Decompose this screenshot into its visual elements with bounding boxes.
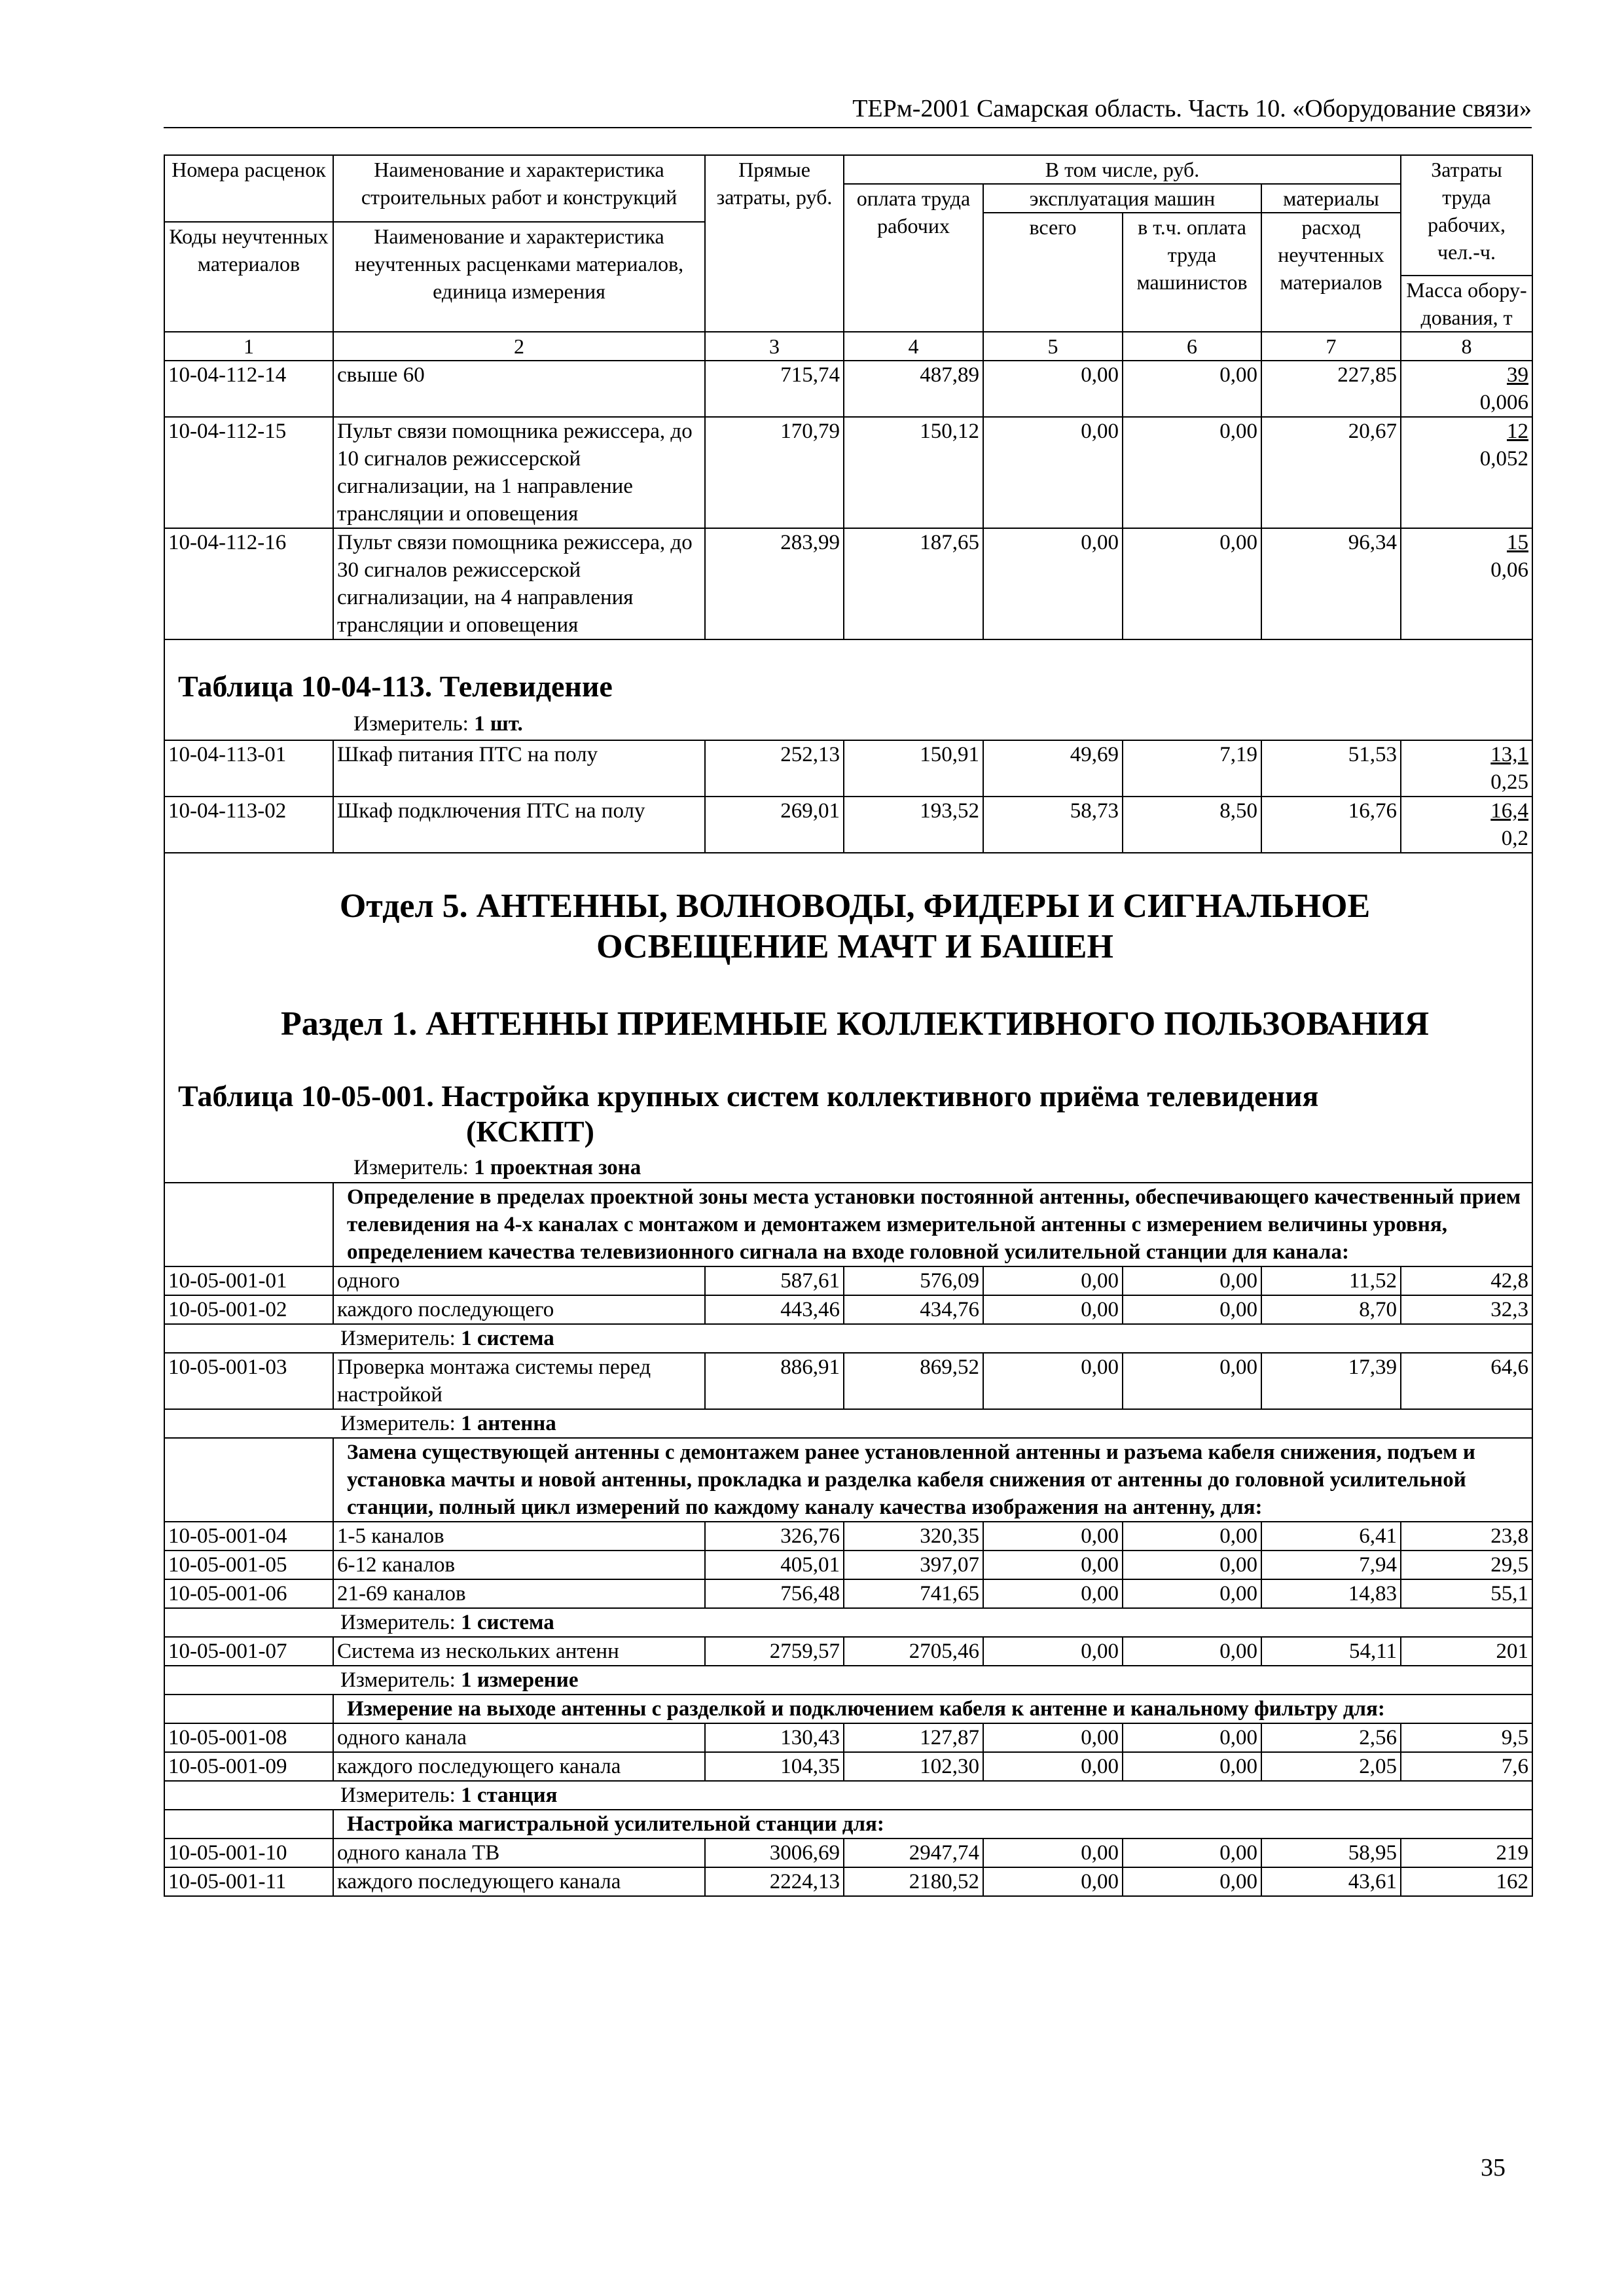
rate-code: 10-04-113-01 (164, 740, 333, 797)
table-row (164, 1522, 1532, 1551)
labor-hours: 7,6 (1401, 1752, 1532, 1781)
measure-line: Измеритель: 1 система (164, 1608, 1532, 1637)
machine-cost: 0,00 (983, 1551, 1123, 1579)
labor-hours: 12 (1507, 420, 1529, 443)
razdel-title: Раздел 1. АНТЕННЫ ПРИЕМНЫЕ КОЛЛЕКТИВНОГО ПОЛЬЗОВАНИЯ (280, 1005, 1430, 1043)
rate-code: 10-05-001-09 (164, 1752, 333, 1781)
materials-header: материалы (1261, 184, 1401, 213)
direct-cost: 326,76 (705, 1522, 844, 1551)
machine-cost: 0,00 (983, 361, 1123, 417)
table-row (164, 417, 1532, 528)
machinist-cost: 0,00 (1123, 1579, 1261, 1608)
rate-name: Система из нескольких антенн (333, 1637, 705, 1666)
col-number: 3 (705, 332, 844, 361)
rate-code: 10-05-001-10 (164, 1839, 333, 1867)
machinist-cost: 0,00 (1123, 1266, 1261, 1295)
equipment-mass: 0,052 (1479, 447, 1529, 471)
direct-cost: 2224,13 (705, 1867, 844, 1896)
labor-hours-mass (1401, 797, 1532, 853)
labor-hours: 23,8 (1401, 1522, 1532, 1551)
col-number: 5 (983, 332, 1123, 361)
rate-code: 10-05-001-11 (164, 1867, 333, 1896)
table-row (164, 1266, 1532, 1295)
empty-cell (164, 1810, 333, 1839)
machine-cost: 0,00 (983, 1522, 1123, 1551)
table-row (164, 1579, 1532, 1608)
labor-hours: 42,8 (1401, 1266, 1532, 1295)
labor-hours: 15 (1507, 531, 1529, 554)
col-number: 1 (164, 332, 333, 361)
table-row (164, 1752, 1532, 1781)
equipment-mass: 0,006 (1479, 391, 1529, 414)
table-row (164, 1353, 1532, 1409)
labor-hours: 13,1 (1490, 743, 1529, 766)
table-row (164, 1839, 1532, 1867)
table-row (164, 1295, 1532, 1324)
rate-name: каждого последующего канала (333, 1752, 705, 1781)
labor-hours: 32,3 (1401, 1295, 1532, 1324)
measure-line (178, 711, 1532, 737)
labor-cost: 320,35 (844, 1522, 983, 1551)
rate-code: 10-05-001-08 (164, 1723, 333, 1752)
machinist-cost: 0,00 (1123, 1637, 1261, 1666)
labor-cost: 487,89 (844, 361, 983, 417)
rate-name: каждого последующего канала (333, 1867, 705, 1896)
machine-cost: 0,00 (983, 1723, 1123, 1752)
machinist-cost: 0,00 (1123, 1551, 1261, 1579)
machine-cost: 0,00 (983, 1752, 1123, 1781)
col8-header-bottom: Масса обору-дования, т (1401, 276, 1532, 332)
otdel-title: Отдел 5. АНТЕННЫ, ВОЛНОВОДЫ, ФИДЕРЫ И СИГНАЛЬНОЕ ОСВЕЩЕНИЕ МАЧТ И БАШЕН (339, 888, 1371, 965)
rate-code: 10-05-001-02 (164, 1295, 333, 1324)
work-description: Замена существующей антенны с демонтажем ранее установленной антенны и разъема кабеля снижения, подъем и установка мачты и новой антенны, прокладка и разделка кабеля снижения от антенны до головной усилительной станции, полный цикл измерений по каждому каналу качества изображения на антенну, для: (333, 1438, 1532, 1522)
materials-cost: 17,39 (1261, 1353, 1401, 1409)
materials-cost: 2,05 (1261, 1752, 1401, 1781)
col4-header: оплата труда рабочих (844, 184, 983, 332)
direct-cost: 283,99 (705, 528, 844, 639)
materials-cost: 2,56 (1261, 1723, 1401, 1752)
materials-cost: 6,41 (1261, 1522, 1401, 1551)
col5-header: всего (983, 213, 1123, 332)
equipment-mass: 0,2 (1501, 827, 1529, 850)
rate-code: 10-04-112-15 (164, 417, 333, 528)
running-header: ТЕРм-2001 Самарская область. Часть 10. «Оборудование связи» (164, 93, 1532, 128)
machine-cost: 0,00 (983, 1353, 1123, 1409)
materials-cost: 20,67 (1261, 417, 1401, 528)
labor-cost: 127,87 (844, 1723, 983, 1752)
labor-cost: 2705,46 (844, 1637, 983, 1666)
materials-cost: 11,52 (1261, 1266, 1401, 1295)
machinist-cost: 0,00 (1123, 528, 1261, 639)
rates-table (164, 154, 1533, 1897)
rate-name: одного (333, 1266, 705, 1295)
work-description: Настройка магистральной усилительной станции для: (333, 1810, 1532, 1839)
rate-name: 1-5 каналов (333, 1522, 705, 1551)
rate-name: Проверка монтажа системы перед настройкой (333, 1353, 705, 1409)
labor-hours: 16,4 (1490, 799, 1529, 823)
machine-cost: 0,00 (983, 1266, 1123, 1295)
direct-cost: 252,13 (705, 740, 844, 797)
rate-name: 21-69 каналов (333, 1579, 705, 1608)
col-number: 6 (1123, 332, 1261, 361)
machine-cost: 58,73 (983, 797, 1123, 853)
labor-hours: 219 (1401, 1839, 1532, 1867)
machinist-cost: 0,00 (1123, 417, 1261, 528)
rate-code: 10-05-001-06 (164, 1579, 333, 1608)
labor-hours: 29,5 (1401, 1551, 1532, 1579)
work-description: Определение в пределах проектной зоны места установки постоянной антенны, обеспечивающего качественный прием телевидения на 4-х каналах с монтажом и демонтажем измерительной антенны с измерением величины уровня, определением качества телевизионного сигнала на входе головной усилительной станции для канала: (333, 1183, 1532, 1266)
col2-header-top: Наименование и характеристика строительных работ и конструкций (333, 155, 705, 222)
machinist-cost: 0,00 (1123, 1752, 1261, 1781)
machine-cost: 49,69 (983, 740, 1123, 797)
labor-hours: 39 (1507, 363, 1529, 387)
labor-cost: 576,09 (844, 1266, 983, 1295)
equipment-mass: 0,06 (1490, 558, 1529, 582)
labor-hours-mass (1401, 361, 1532, 417)
table-row (164, 1723, 1532, 1752)
col7-header: расход неучтенных материалов (1261, 213, 1401, 332)
col-number: 8 (1401, 332, 1532, 361)
table-row (164, 1551, 1532, 1579)
labor-cost: 150,91 (844, 740, 983, 797)
machinist-cost: 0,00 (1123, 361, 1261, 417)
table-row (164, 528, 1532, 639)
labor-cost: 397,07 (844, 1551, 983, 1579)
col1-header-bottom: Коды неучтенных материалов (164, 222, 333, 332)
rate-code: 10-04-112-16 (164, 528, 333, 639)
machine-cost: 0,00 (983, 417, 1123, 528)
page-number: 35 (1481, 2154, 1506, 2181)
col-number: 7 (1261, 332, 1401, 361)
rate-name: Шкаф подключения ПТС на полу (333, 797, 705, 853)
table-title: Таблица 10-04-113. Телевидение (178, 670, 613, 703)
labor-hours: 55,1 (1401, 1579, 1532, 1608)
direct-cost: 587,61 (705, 1266, 844, 1295)
rate-name: каждого последующего (333, 1295, 705, 1324)
col1-header-top: Номера расценок (164, 155, 333, 222)
measure-line: Измеритель: 1 проектная зона (353, 1156, 641, 1179)
rate-code: 10-04-112-14 (164, 361, 333, 417)
labor-hours-mass (1401, 528, 1532, 639)
table-001-title: Таблица 10-05-001. Настройка крупных систем коллективного приёма телевидения (КСКПТ) (178, 1079, 1319, 1148)
labor-hours-mass (1401, 740, 1532, 797)
direct-cost: 104,35 (705, 1752, 844, 1781)
rate-code: 10-05-001-04 (164, 1522, 333, 1551)
col8-header-top: Затраты труда рабочих, чел.-ч. (1401, 155, 1532, 276)
materials-cost: 51,53 (1261, 740, 1401, 797)
empty-cell (164, 1183, 333, 1266)
direct-cost: 170,79 (705, 417, 844, 528)
equipment-mass: 0,25 (1490, 770, 1529, 794)
labor-cost: 869,52 (844, 1353, 983, 1409)
materials-cost: 8,70 (1261, 1295, 1401, 1324)
rate-code: 10-05-001-03 (164, 1353, 333, 1409)
rate-code: 10-05-001-01 (164, 1266, 333, 1295)
machinist-cost: 0,00 (1123, 1353, 1261, 1409)
machinist-cost: 0,00 (1123, 1522, 1261, 1551)
empty-cell (164, 1695, 333, 1723)
col-number: 2 (333, 332, 705, 361)
labor-cost: 102,30 (844, 1752, 983, 1781)
direct-cost: 715,74 (705, 361, 844, 417)
rate-name: Шкаф питания ПТС на полу (333, 740, 705, 797)
labor-hours: 9,5 (1401, 1723, 1532, 1752)
group-header: В том числе, руб. (844, 155, 1401, 184)
machine-cost: 0,00 (983, 1579, 1123, 1608)
labor-hours: 162 (1401, 1867, 1532, 1896)
direct-cost: 443,46 (705, 1295, 844, 1324)
labor-cost: 150,12 (844, 417, 983, 528)
machinist-cost: 0,00 (1123, 1723, 1261, 1752)
labor-hours-mass (1401, 417, 1532, 528)
col2-header-bottom: Наименование и характеристика неучтенных расценками материалов, единица измерения (333, 222, 705, 332)
labor-cost: 193,52 (844, 797, 983, 853)
measure-line: Измеритель: 1 антенна (164, 1409, 1532, 1438)
materials-cost: 96,34 (1261, 528, 1401, 639)
materials-cost: 227,85 (1261, 361, 1401, 417)
machine-cost: 0,00 (983, 1839, 1123, 1867)
materials-cost: 14,83 (1261, 1579, 1401, 1608)
rate-name: одного канала (333, 1723, 705, 1752)
labor-cost: 2947,74 (844, 1839, 983, 1867)
rate-name: Пульт связи помощника режиссера, до 30 сигналов режиссерской сигнализации, на 4 направления трансляции и оповещения (333, 528, 705, 639)
table-row (164, 797, 1532, 853)
direct-cost: 886,91 (705, 1353, 844, 1409)
direct-cost: 405,01 (705, 1551, 844, 1579)
machinist-cost: 0,00 (1123, 1295, 1261, 1324)
direct-cost: 130,43 (705, 1723, 844, 1752)
rate-code: 10-05-001-05 (164, 1551, 333, 1579)
machines-header: эксплуатация машин (983, 184, 1261, 213)
measure-line: Измеритель: 1 измерение (164, 1666, 1532, 1695)
machinist-cost: 8,50 (1123, 797, 1261, 853)
rate-code: 10-04-113-02 (164, 797, 333, 853)
empty-cell (164, 1438, 333, 1522)
direct-cost: 2759,57 (705, 1637, 844, 1666)
materials-cost: 58,95 (1261, 1839, 1401, 1867)
machine-cost: 0,00 (983, 1637, 1123, 1666)
measure-line: Измеритель: 1 система (164, 1324, 1532, 1353)
labor-cost: 2180,52 (844, 1867, 983, 1896)
col-number: 4 (844, 332, 983, 361)
machinist-cost: 0,00 (1123, 1839, 1261, 1867)
section-heading-block (164, 853, 1532, 1183)
direct-cost: 3006,69 (705, 1839, 844, 1867)
machinist-cost: 0,00 (1123, 1867, 1261, 1896)
table-row (164, 1867, 1532, 1896)
rate-name: одного канала ТВ (333, 1839, 705, 1867)
work-description: Измерение на выходе антенны с разделкой и подключением кабеля к антенне и канальному фильтру для: (333, 1695, 1532, 1723)
direct-cost: 756,48 (705, 1579, 844, 1608)
col3-header: Прямые затраты, руб. (705, 155, 844, 332)
labor-hours: 201 (1401, 1637, 1532, 1666)
materials-cost: 54,11 (1261, 1637, 1401, 1666)
machine-cost: 0,00 (983, 528, 1123, 639)
machine-cost: 0,00 (983, 1867, 1123, 1896)
table-row (164, 1637, 1532, 1666)
table-113-heading (164, 639, 1532, 740)
rate-name: 6-12 каналов (333, 1551, 705, 1579)
table-row (164, 361, 1532, 417)
labor-hours: 64,6 (1401, 1353, 1532, 1409)
rate-name: Пульт связи помощника режиссера, до 10 сигналов режиссерской сигнализации, на 1 направление трансляции и оповещения (333, 417, 705, 528)
rate-name: свыше 60 (333, 361, 705, 417)
direct-cost: 269,01 (705, 797, 844, 853)
labor-cost: 741,65 (844, 1579, 983, 1608)
table-row (164, 740, 1532, 797)
measure-value: 1 шт. (474, 712, 523, 736)
rate-code: 10-05-001-07 (164, 1637, 333, 1666)
labor-cost: 434,76 (844, 1295, 983, 1324)
materials-cost: 43,61 (1261, 1867, 1401, 1896)
col6-header: в т.ч. оплата труда машинистов (1123, 213, 1261, 332)
labor-cost: 187,65 (844, 528, 983, 639)
materials-cost: 7,94 (1261, 1551, 1401, 1579)
measure-label: Измеритель: (353, 712, 469, 736)
materials-cost: 16,76 (1261, 797, 1401, 853)
machinist-cost: 7,19 (1123, 740, 1261, 797)
machine-cost: 0,00 (983, 1295, 1123, 1324)
measure-line: Измеритель: 1 станция (164, 1781, 1532, 1810)
